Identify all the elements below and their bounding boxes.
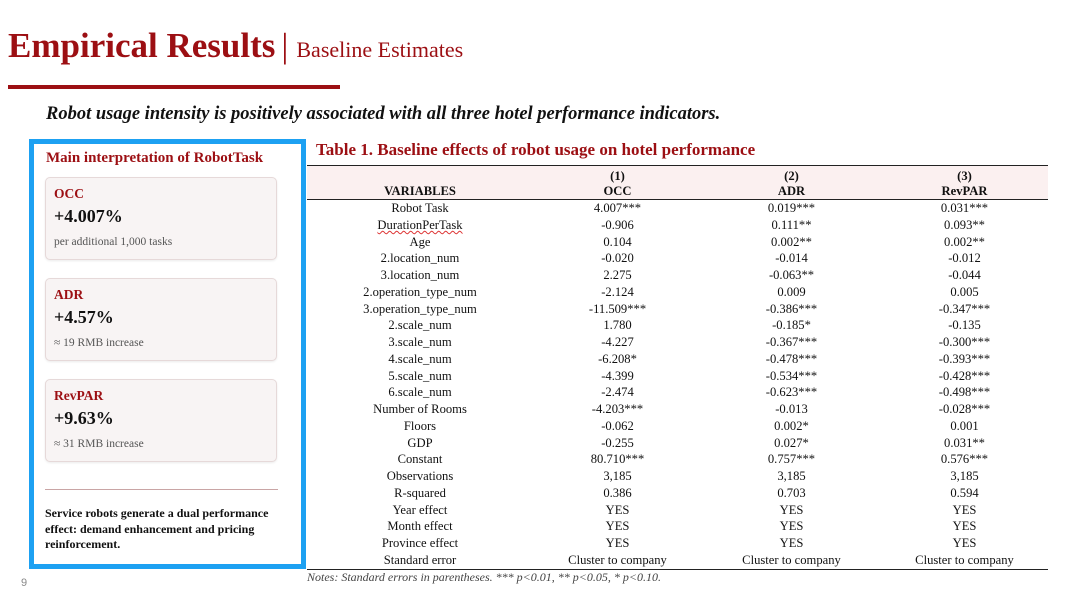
value-cell: [533, 200, 702, 217]
variable-cell: [307, 552, 533, 569]
cell-text: -0.347***: [938, 301, 991, 316]
variable-cell: [307, 234, 533, 251]
cell-text: GDP: [407, 435, 433, 450]
value-cell: [702, 502, 881, 519]
cell-text: 4.scale_num: [388, 351, 452, 366]
cell-text: -0.300***: [938, 335, 991, 349]
cell-text: 0.027*: [774, 435, 809, 450]
interpretation-panel: [29, 139, 306, 569]
table-row: [307, 234, 1048, 251]
variable-cell: [307, 301, 533, 318]
cell-text: -11.509***: [588, 301, 647, 316]
cell-text: 2.location_num: [380, 251, 460, 266]
cell-text: -0.014: [775, 251, 808, 266]
cell-text: 80.710***: [590, 452, 645, 467]
cell-text: 2.275: [603, 268, 632, 282]
cell-text: Observations: [386, 469, 454, 483]
cell-text: -4.227: [601, 335, 634, 349]
card-value: +9.63%: [54, 408, 114, 428]
value-cell: [702, 284, 881, 301]
value-cell: [881, 552, 1048, 569]
value-cell: [533, 250, 702, 267]
variable-cell: [307, 518, 533, 535]
value-cell: [702, 485, 881, 502]
value-cell: [881, 418, 1048, 435]
regression-table: [307, 165, 1048, 570]
value-cell: [881, 317, 1048, 334]
cell-text: 0.757***: [767, 452, 816, 467]
headline: Robot usage intensity is positively associated with all three hotel performance indicators.: [46, 104, 721, 124]
table-row: [307, 435, 1048, 452]
card-adr: [45, 278, 277, 361]
cell-text: Province effect: [381, 536, 459, 550]
value-cell: [702, 250, 881, 267]
cell-text: 0.009: [777, 284, 806, 299]
cell-text: YES: [779, 519, 804, 534]
table-row: [307, 334, 1048, 351]
value-cell: [702, 334, 881, 351]
cell-text: 0.111**: [771, 217, 812, 232]
header-cell: [307, 166, 533, 185]
cell-text: 0.002**: [944, 234, 985, 249]
panel-divider: [45, 489, 278, 490]
value-cell: [533, 368, 702, 385]
variable-cell: [307, 351, 533, 368]
cell-text: Number of Rooms: [373, 402, 467, 416]
cell-text: Cluster to company: [568, 552, 667, 567]
cell-text: DurationPerTask: [377, 217, 463, 232]
table-row: [307, 217, 1048, 234]
value-cell: [881, 301, 1048, 318]
cell-text: Floors: [403, 418, 437, 433]
cell-text: -0.498***: [938, 385, 991, 400]
cell-text: YES: [605, 519, 630, 534]
value-cell: [702, 351, 881, 368]
cell-text: -0.185*: [772, 318, 811, 333]
variable-cell: [307, 535, 533, 552]
value-cell: [533, 485, 702, 502]
cell-text: -2.124: [601, 284, 634, 299]
header-cell: (2): [702, 166, 881, 185]
card-note: ≈ 19 RMB increase: [54, 337, 144, 349]
value-cell: [702, 451, 881, 468]
table-row: [307, 351, 1048, 368]
cell-text: -4.399: [601, 368, 634, 383]
value-cell: [533, 451, 702, 468]
cell-text: 2.operation_type_num: [363, 284, 477, 299]
cell-text: -0.020: [601, 251, 634, 266]
table-row: [307, 468, 1048, 485]
card-note: ≈ 31 RMB increase: [54, 438, 144, 450]
header-cell: OCC: [533, 184, 702, 200]
variable-cell: [307, 485, 533, 502]
value-cell: [881, 368, 1048, 385]
value-cell: [881, 502, 1048, 519]
variable-cell: [307, 468, 533, 485]
value-cell: [881, 234, 1048, 251]
value-cell: [533, 518, 702, 535]
cell-text: -6.208*: [598, 351, 637, 366]
panel-conclusion: Service robots generate a dual performance effect: demand enhancement and pricing reinforcement.: [45, 506, 269, 551]
cell-text: YES: [605, 502, 630, 517]
cell-text: -0.906: [601, 217, 634, 232]
value-cell: [702, 384, 881, 401]
cell-text: YES: [779, 502, 804, 517]
cell-text: -0.534***: [765, 368, 818, 383]
value-cell: [881, 250, 1048, 267]
card-occ: [45, 177, 277, 260]
cell-text: -0.255: [601, 435, 634, 450]
cell-text: YES: [952, 536, 977, 550]
page-subtitle: Baseline Estimates: [296, 37, 464, 62]
cell-text: 4.007***: [593, 201, 642, 215]
cell-text: Standard error: [383, 552, 457, 567]
value-cell: [702, 401, 881, 418]
page-header: [8, 26, 463, 66]
value-cell: [881, 351, 1048, 368]
cell-text: Age: [409, 234, 431, 249]
card-value: +4.57%: [54, 307, 114, 327]
table-title: Table 1. Baseline effects of robot usage on hotel performance: [316, 140, 756, 159]
value-cell: [702, 552, 881, 569]
table-row: [307, 535, 1048, 552]
value-cell: [881, 435, 1048, 452]
value-cell: [533, 468, 702, 485]
cell-text: 1.780: [603, 318, 632, 333]
cell-text: -0.135: [948, 318, 981, 333]
cell-text: YES: [779, 536, 804, 550]
table-row: [307, 518, 1048, 535]
value-cell: [702, 435, 881, 452]
value-cell: [702, 267, 881, 284]
cell-text: Robot Task: [391, 201, 449, 215]
cell-text: 2.scale_num: [388, 318, 452, 333]
table-row: [307, 384, 1048, 401]
variable-cell: [307, 451, 533, 468]
cell-text: 3.scale_num: [388, 335, 452, 349]
title-separator: |: [281, 26, 289, 65]
table-row: [307, 317, 1048, 334]
value-cell: [881, 518, 1048, 535]
header-cell: ADR: [702, 184, 881, 200]
table-row: [307, 250, 1048, 267]
value-cell: [702, 200, 881, 217]
cell-text: Constant: [397, 452, 443, 467]
cell-text: -0.013: [775, 402, 808, 416]
card-label: ADR: [54, 287, 84, 302]
cell-text: -0.386***: [765, 301, 818, 316]
card-value: +4.007%: [54, 206, 123, 226]
value-cell: [533, 267, 702, 284]
variable-cell: [307, 267, 533, 284]
value-cell: [702, 317, 881, 334]
variable-cell: [307, 435, 533, 452]
value-cell: [533, 418, 702, 435]
variable-cell: [307, 401, 533, 418]
cell-text: 0.005: [950, 284, 979, 299]
value-cell: [881, 468, 1048, 485]
value-cell: [881, 451, 1048, 468]
card-revpar: [45, 379, 277, 462]
table-row: [307, 267, 1048, 284]
panel-title: Main interpretation of RobotTask: [46, 150, 264, 166]
cell-text: 0.002*: [774, 418, 809, 433]
table-row: [307, 502, 1048, 519]
cell-text: 6.scale_num: [388, 385, 452, 400]
cell-text: 0.002**: [771, 234, 812, 249]
header-cell: RevPAR: [881, 184, 1048, 200]
cell-text: 5.scale_num: [388, 368, 452, 383]
card-note: per additional 1,000 tasks: [54, 236, 173, 248]
variable-cell: [307, 250, 533, 267]
regression-table-container: [307, 165, 1048, 570]
table-row: [307, 401, 1048, 418]
variable-cell: [307, 284, 533, 301]
value-cell: [702, 217, 881, 234]
cell-text: 0.019***: [767, 201, 816, 215]
value-cell: [533, 435, 702, 452]
cell-text: -0.012: [948, 251, 981, 266]
header-cell: (1): [533, 166, 702, 185]
value-cell: [533, 351, 702, 368]
cell-text: -2.474: [601, 385, 634, 400]
cell-text: 0.594: [950, 485, 979, 500]
cell-text: YES: [952, 519, 977, 534]
table-row: [307, 284, 1048, 301]
cell-text: 3.location_num: [380, 268, 460, 282]
table-row: [307, 485, 1048, 502]
cell-text: -0.428***: [938, 368, 991, 383]
header-cell: VARIABLES: [307, 184, 533, 200]
value-cell: [702, 535, 881, 552]
cell-text: 3.operation_type_num: [363, 301, 477, 316]
value-cell: [533, 535, 702, 552]
variable-cell: [307, 384, 533, 401]
value-cell: [881, 401, 1048, 418]
value-cell: [533, 301, 702, 318]
title-underline: [8, 85, 340, 89]
page-title: Empirical Results: [8, 26, 276, 65]
table-body: [307, 200, 1048, 570]
cell-text: -0.623***: [765, 385, 818, 400]
table-row: [307, 301, 1048, 318]
table-row: [307, 200, 1048, 217]
cell-text: Cluster to company: [915, 552, 1014, 567]
value-cell: [533, 317, 702, 334]
value-cell: [881, 217, 1048, 234]
cell-text: -0.044: [948, 268, 981, 282]
cell-text: 0.104: [603, 234, 632, 249]
variable-cell: [307, 418, 533, 435]
variable-cell: [307, 217, 533, 234]
cell-text: -0.367***: [765, 335, 818, 349]
card-label: RevPAR: [54, 388, 104, 403]
cell-text: 3,185: [603, 469, 632, 483]
value-cell: [533, 284, 702, 301]
cell-text: Year effect: [392, 502, 448, 517]
cell-text: Cluster to company: [742, 552, 841, 567]
card-label: OCC: [54, 186, 84, 201]
cell-text: 3,185: [950, 469, 979, 483]
value-cell: [533, 234, 702, 251]
value-cell: [702, 518, 881, 535]
table-row: [307, 451, 1048, 468]
value-cell: [533, 384, 702, 401]
value-cell: [881, 284, 1048, 301]
cell-text: YES: [952, 502, 977, 517]
cell-text: -0.028***: [938, 402, 991, 416]
cell-text: -4.203***: [591, 402, 644, 416]
value-cell: [702, 234, 881, 251]
value-cell: [533, 401, 702, 418]
header-cell: (3): [881, 166, 1048, 185]
value-cell: [533, 502, 702, 519]
cell-text: 3,185: [777, 469, 806, 483]
value-cell: [533, 552, 702, 569]
variable-cell: [307, 200, 533, 217]
table-row: [307, 418, 1048, 435]
value-cell: [881, 267, 1048, 284]
variable-cell: [307, 317, 533, 334]
value-cell: [533, 217, 702, 234]
table-header-numbers: [307, 166, 1048, 185]
cell-text: 0.031***: [940, 201, 989, 215]
table-row: [307, 552, 1048, 569]
cell-text: 0.703: [777, 485, 806, 500]
value-cell: [881, 200, 1048, 217]
table-header-names: [307, 184, 1048, 200]
cell-text: Month effect: [387, 519, 453, 534]
value-cell: [881, 485, 1048, 502]
cell-text: -0.393***: [938, 351, 991, 366]
cell-text: YES: [605, 536, 630, 550]
cell-text: -0.062: [601, 418, 634, 433]
value-cell: [702, 301, 881, 318]
cell-text: -0.478***: [765, 351, 818, 366]
value-cell: [881, 535, 1048, 552]
table-row: [307, 368, 1048, 385]
variable-cell: [307, 502, 533, 519]
value-cell: [881, 334, 1048, 351]
value-cell: [702, 468, 881, 485]
cell-text: -0.063**: [768, 268, 815, 282]
cell-text: R-squared: [394, 485, 446, 500]
value-cell: [702, 368, 881, 385]
table-notes: Notes: Standard errors in parentheses. *** p<0.01, ** p<0.05, * p<0.10.: [307, 570, 661, 584]
cell-text: 0.386: [603, 485, 632, 500]
value-cell: [533, 334, 702, 351]
value-cell: [881, 384, 1048, 401]
cell-text: 0.093**: [944, 217, 985, 232]
cell-text: 0.576***: [940, 452, 989, 467]
variable-cell: [307, 368, 533, 385]
cell-text: 0.001: [950, 418, 979, 433]
variable-cell: [307, 334, 533, 351]
value-cell: [702, 418, 881, 435]
cell-text: 0.031**: [944, 435, 985, 450]
page-number: 9: [21, 577, 28, 589]
